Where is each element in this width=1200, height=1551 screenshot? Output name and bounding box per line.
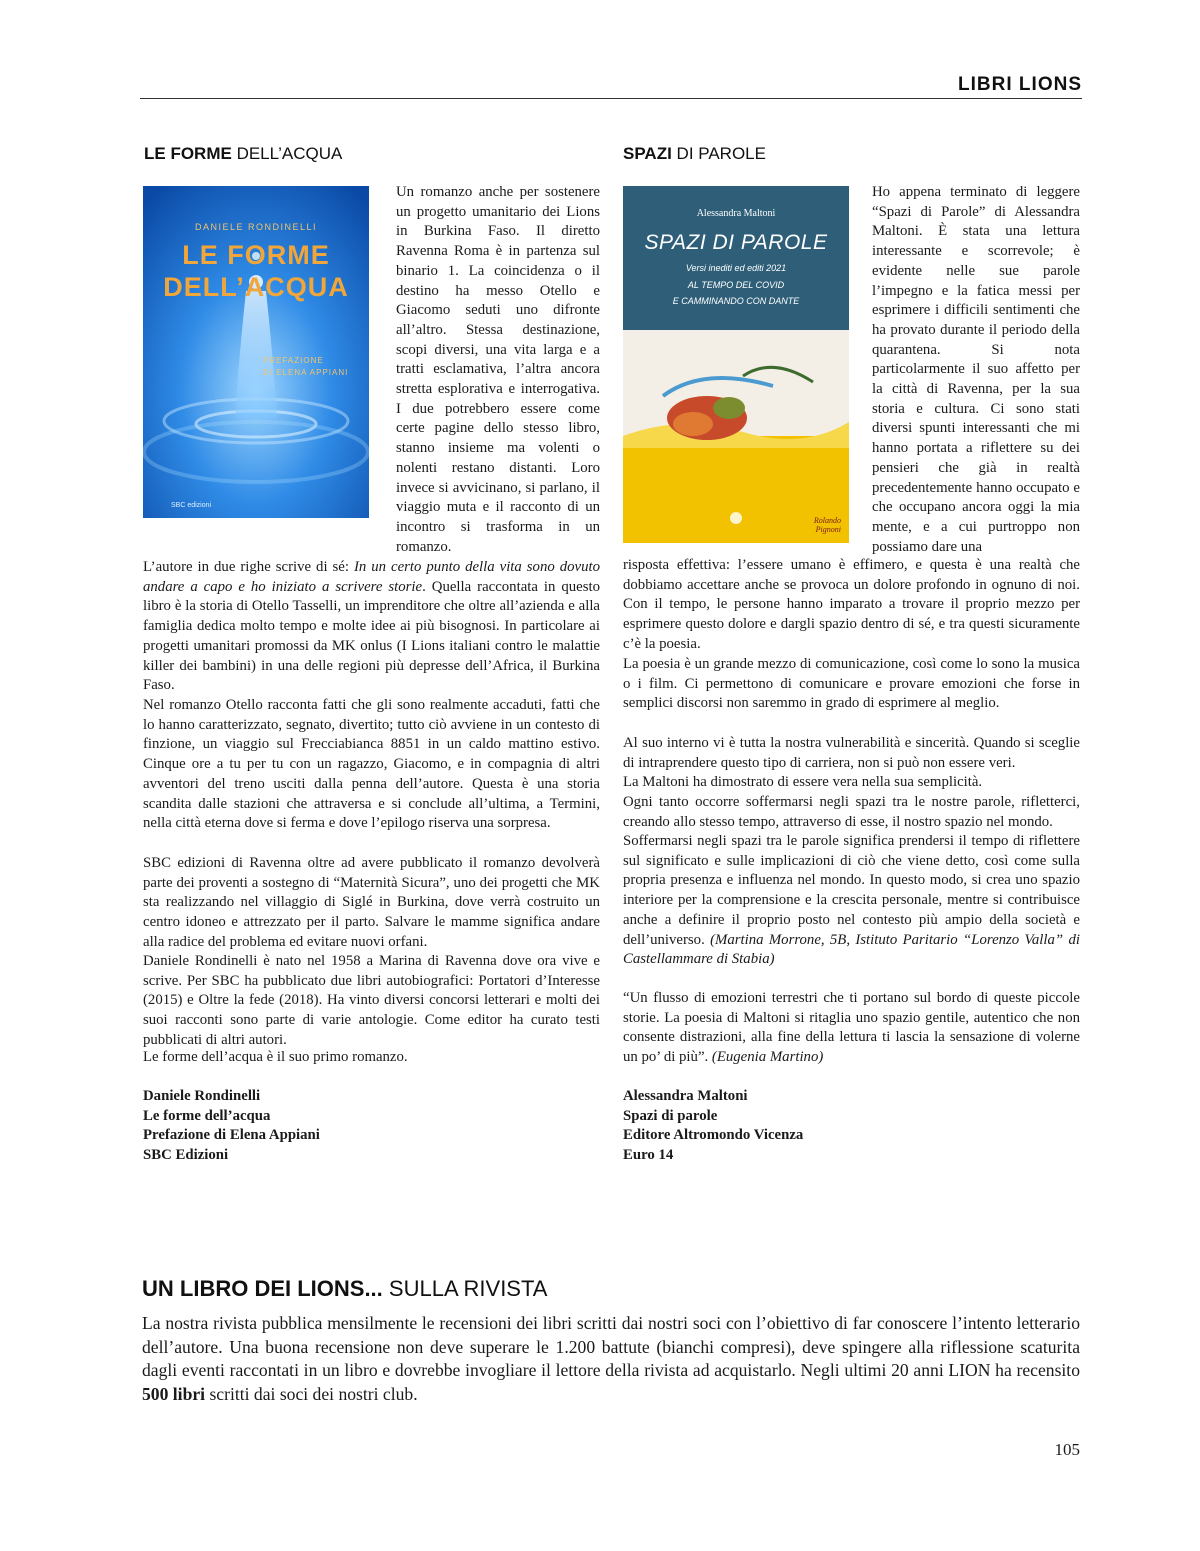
footer-text-b: scritti dai soci dei nostri club. — [205, 1383, 418, 1404]
footer-box-title — [142, 1276, 547, 1302]
right-book-publisher: Editore Altromondo Vicenza — [623, 1127, 804, 1144]
left-title-bold: LE FORME — [144, 144, 232, 163]
left-cover-title-2: DELL’ACQUA — [163, 272, 349, 302]
left-review-title — [144, 144, 342, 164]
left-cover-author: DANIELE RONDINELLI — [194, 222, 318, 232]
right-p6-credit: (Martina Morrone, 5B, Istituto Paritario “Lorenzo Valla” di Castellammare di Stabia) — [623, 931, 1080, 968]
right-book-info — [623, 1087, 803, 1166]
left-cover-art — [143, 186, 369, 518]
right-p6-text: Soffermarsi negli spazi tra le parole significa prendersi il tempo di riflettere sul significato e sulle implicazioni di ciò che viene detto, così come sulla propria presenza e influenza nel mondo. In questo modo, si crea uno spazio interiore per la comprensione e la crescita personale, mentre si contribuisce anche a definire il proprio posto nel contesto più ampio della società e dell’universo. — [623, 833, 1080, 948]
page-number: 105 — [1054, 1440, 1080, 1459]
left-paragraph-3: SBC edizioni di Ravenna oltre ad avere pubblicato il romanzo devolverà parte dei proventi a sostegno di “Maternità Sicura”, uno dei progetti che MK sta realizzando nel villaggio di Siglé in Burkina, dove verrà costruito un centro idoneo e attrezzato per il parto. Salvare le mamme significa andare alla radice del problema ed evitare nuovi orfani. — [143, 855, 600, 950]
left-book-publisher: SBC Edizioni — [143, 1147, 229, 1164]
section-tag: LIBRI LIONS — [958, 74, 1082, 95]
left-paragraph-5: Le forme dell’acqua è il suo primo romanzo. — [143, 1049, 408, 1065]
left-book-author: Daniele Rondinelli — [143, 1088, 261, 1104]
right-book-author: Alessandra Maltoni — [623, 1088, 748, 1104]
left-book-preface: Prefazione di Elena Appiani — [143, 1127, 320, 1144]
right-p7-text: “Un flusso di emozioni terrestri che ti portano sul bordo di queste piccole storie. La poesia di Maltoni si ritaglia uno spazio gentile, autentico che non consente distrazioni, alla fine della lettura ti lascia la sensazione di volerne un po’ di più”. — [623, 990, 1080, 1066]
left-paragraph-1 — [143, 558, 600, 696]
right-cover-title: SPAZI DI PAROLE — [644, 231, 828, 254]
right-paragraph-6 — [623, 832, 1080, 970]
left-paragraph-4: Daniele Rondinelli è nato nel 1958 a Marina di Ravenna dove ora vive e scrive. Per SBC ha pubblicato due libri autobiografici: Portatori d’Interesse (2015) e Oltre la fede (2018). Ha vinto diversi concorsi letterari e molti dei suoi racconti sono parte di varie antologie. Come editor ha curato testi pubblicati di altri autori. — [143, 953, 600, 1048]
right-p7-credit: (Eugenia Martino) — [711, 1049, 824, 1066]
left-book-info — [143, 1087, 320, 1166]
left-p1-rest: . Quella raccontata in questo libro è la storia di Otello Tasselli, un imprenditore che oltre all’azienda e alla famiglia dedica molto tempo e molte idee ai più bisognosi. In particolare ai progetti umanitari promossi da MK onlus (I Lions italiani contro le malattie killer dei bambini) in una delle regioni più depresse dell’Africa, il Burkina Faso. — [143, 578, 600, 694]
footer-text-bold: 500 libri — [142, 1383, 206, 1404]
footer-title-bold: UN LIBRO DEI LIONS... — [142, 1276, 383, 1301]
right-review-title — [623, 144, 766, 164]
right-cover-sub1: Versi inediti ed editi 2021 — [685, 263, 787, 273]
left-book-title: Le forme dell’acqua — [143, 1107, 271, 1124]
left-p1-quote: In un certo punto della vita sono dovuto andare a capo e ho iniziato a scrivere storie — [143, 559, 600, 595]
left-book-cover — [143, 186, 369, 518]
left-p1-lead: L’autore in due righe scrive di sé: — [143, 559, 354, 575]
footer-box-text — [142, 1312, 1080, 1406]
right-paragraph-3: Al suo interno vi è tutta la nostra vulnerabilità e sincerità. Quando si sceglie di intraprendere questo tipo di carriera, non si può non essere veri. — [623, 735, 1080, 771]
left-title-rest: DELL’ACQUA — [231, 144, 343, 163]
right-paragraph-4: La Maltoni ha dimostrato di essere vera nella sua semplicità. — [623, 774, 983, 790]
right-cover-sub3: E CAMMINANDO CON DANTE — [672, 296, 800, 306]
right-title-bold: SPAZI — [623, 144, 672, 163]
right-cover-author: Alessandra Maltoni — [696, 208, 776, 219]
left-cover-preface-2: DI ELENA APPIANI — [263, 368, 349, 377]
right-paragraph-7 — [623, 989, 1080, 1068]
footer-text-a: La nostra rivista pubblica mensilmente le recensioni dei libri scritti dai nostri soci con l’obiettivo di far conoscere l’intento letterario dell’autore. Una buona recensione non deve superare le 1.200 battute (bianchi compresi), deve spingere alla riflessione scaturita dagli eventi raccontati in un libro e dovrebbe invogliare il lettore della rivista ad acquistarlo. Negli ultimi 20 anni LION ha recensito — [142, 1313, 1080, 1380]
right-book-title: Spazi di parole — [623, 1107, 718, 1124]
right-paragraph-2: La poesia è un grande mezzo di comunicazione, così come lo sono la musica o i film. Ci permettono di comunicare e provare emozioni che forse in semplici discorsi non saremmo in grado di esprimere al meglio. — [623, 656, 1080, 712]
right-book-price: Euro 14 — [623, 1147, 674, 1164]
right-title-rest: DI PAROLE — [671, 144, 766, 163]
header-rule — [140, 98, 1082, 99]
left-cover-preface-1: PREFAZIONE — [263, 356, 324, 365]
right-cover-signature: Rolando Pignoni — [813, 516, 841, 534]
right-cover-sub2: AL TEMPO DEL COVID — [687, 280, 785, 290]
right-paragraph-1: risposta effettiva: l’essere umano è effimero, e questa è una realtà che dobbiamo accettare anche se provoca un dolore profondo in ognuno di noi. Con il tempo, le persone hanno imparato a trovare il proprio mezzo per esprimere questo dolore e dargli spazio dentro di sé, e tra questi sicuramente c’è la poesia. — [623, 557, 1080, 652]
left-cover-title-1: LE FORME — [182, 240, 330, 270]
left-cover-publisher: SBC edizioni — [171, 502, 212, 509]
right-intro-wrap: Ho appena terminato di leggere “Spazi di Parole” di Alessandra Maltoni. È stata una lettura interessante e scorrevole; è evidente nelle sue parole l’impegno e la fatica messi per esprimere i difficili sentimenti che ha provato durante il periodo della quarantena. Si nota particolarmente il suo affetto per la città di Ravenna, per la sua storia e cultura. Ci sono stati diversi spunti interessanti che mi hanno portata a riflettere su dei pensieri che già in realtà precedentemente hanno occupato e che occupano ancora oggi la mia mente, e a cui purtroppo non possiamo dare una — [872, 184, 1080, 555]
right-book-cover — [623, 186, 849, 543]
footer-title-rest: SULLA RIVISTA — [382, 1276, 548, 1301]
left-intro-wrap: Un romanzo anche per sostenere un progetto umanitario dei Lions in Burkina Faso. Il diretto Ravenna Roma è in partenza sul binario 1. La coincidenza o il destino ha messo Otello e Giacomo seduti uno difronte all’altro. Stessa destinazione, scopi diversi, una vita larga e a tratti esclamativa, l’altra ancora stretta esplorativa e interrogativa. I due potrebbero essere come certe pagine dello stesso libro, stanno insieme ma volenti o nolenti restano distanti. Loro invece si avvicinano, si parlano, il viaggio muta e il racconto di un incontro si trasforma in un romanzo. — [396, 184, 600, 555]
right-paragraph-5: Ogni tanto occorre soffermarsi negli spazi tra le nostre parole, rifletterci, creando allo stesso tempo, attraverso di esse, il nostro spazio nel mondo. — [623, 794, 1080, 830]
left-paragraph-2: Nel romanzo Otello racconta fatti che gli sono realmente accaduti, fatti che lo hanno caratterizzato, segnato, divertito; tutto ciò avviene in un contesto di finzione, un viaggio sul Frecciabianca 8851 in un caldo mattino estivo. Cinque ore a tu per tu con un ragazzo, Giacomo, e in compagnia di altri avventori del treno usciti dalla penna dell’autore. Questa è una storia scandita dalle stazioni che attraversa e si conclude all’ultima, a Termini, nella città eterna dove si ferma e dove l’epilogo riserva una sorpresa. — [143, 697, 600, 832]
